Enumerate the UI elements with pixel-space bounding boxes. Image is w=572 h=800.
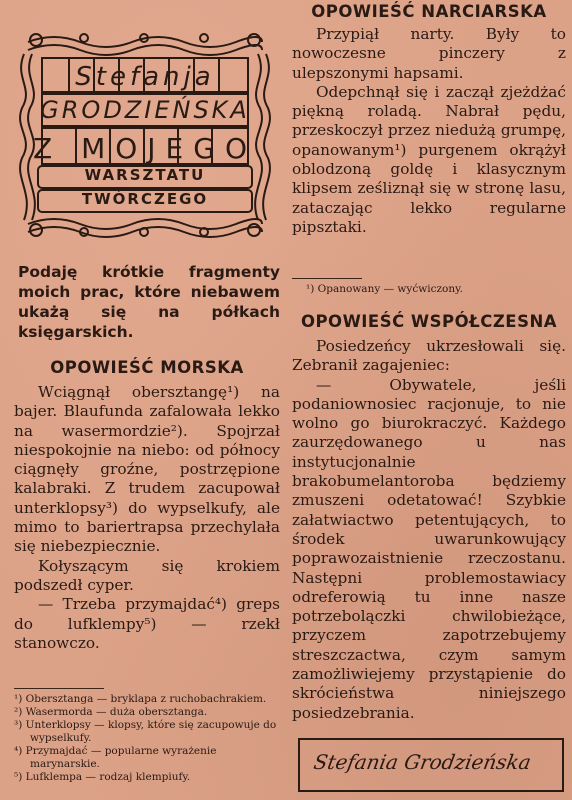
section-wspolczesna — [292, 312, 566, 723]
section-title: OPOWIEŚĆ MORSKA — [50, 358, 244, 377]
section-narciarska — [292, 2, 566, 237]
paragraph: Kołyszącym się krokiem podszedł cyper. — [14, 556, 280, 594]
paragraph: — Trzeba przymajdać⁴) greps do lufklempy⁵) — rzekł stanowczo. — [14, 595, 280, 652]
paragraph: Wciągnął obersztangę¹) na bajer. Blaufunda zafalowała lekko na wasermordzie²). Spojrzał niespokojnie na niebo: od północy ciągnęły groźne, postrzępione kalabraki. Z trudem zacupował unterklopsy³) do wypselkufy, ale mimo to bariertrapsa przechylała się niebezpiecznie. — [14, 383, 280, 556]
section-title: OPOWIEŚĆ NARCIARSKA — [311, 2, 547, 21]
footnote: ²) Wasermorda — duża obersztanga. — [14, 706, 208, 718]
morska-footnotes — [14, 688, 280, 784]
author-signature: Stefania Grodzieńska — [311, 750, 533, 774]
right-column — [292, 0, 566, 800]
paragraph: — Obywatele, jeśli podaniownosiec racjonuje, to nie wolno go biurokraczyć. Każdego zaurzędowanego u nas instytucjonalnie brakobumelantoroba będziemy zmuszeni odetatować! Szybkie załatwiactwo petentujących, to środek uwarunkowujący poprawozaistnienie rzeczostanu. Następni problemostawiacy odreferowią tu inne nasze potrzebolączki chwilobieżące, przyczem zapotrzebujemy streszczactwa, czym samym zamożliwiejemy przystąpienie do skróciеństwa niniejszego posiedzebrania. — [292, 375, 566, 722]
footnote: ³) Unterklopsy — klopsy, które się zacupowuje do wypselkufy. — [14, 719, 277, 744]
left-column — [6, 0, 282, 800]
header-from-my: Z MOJEGO — [33, 132, 257, 165]
header-creative: TWÓRCZEGO — [81, 190, 209, 208]
footnote: ⁴) Przymajdać — popularne wyrażenie marynarskie. — [14, 745, 217, 770]
section-body — [14, 383, 280, 653]
footnote-rule — [292, 278, 362, 279]
section-morska — [14, 358, 280, 653]
header-author-last: GRODZIEŃSKA — [40, 96, 250, 124]
footnote: ⁵) Lufklempa — rodzaj klempiufy. — [14, 771, 191, 783]
paragraph: Odepchnął się i zaczął zjeżdżać piękną roladą. Nabrał pędu, przeskoczył przez niedużą grumpę, opanowanym¹) purgenem okrążył oblodzoną goldę i klasycznym klipsem ześliznął się w stronę lasu, zataczając lekko regularne pipsztaki. — [292, 82, 566, 236]
header-author-first: Stefanja — [75, 62, 215, 92]
section-title: OPOWIEŚĆ WSPÓŁCZESNA — [300, 312, 558, 331]
intro-paragraph: Podaję krótkie fragmenty moich prac, które niebawem ukażą się na półkach księgarskich. — [18, 263, 280, 341]
footnote: ¹) Obersztanga — bryklapa z ruchobachrakiem. — [14, 693, 267, 705]
narciarska-footnote-block — [292, 278, 566, 296]
section-body — [292, 25, 566, 237]
footnote-rule — [14, 688, 104, 689]
section-body — [292, 337, 566, 723]
signature-box — [298, 738, 564, 792]
footnote: ¹) Opanowany — wyćwiczony. — [306, 283, 463, 295]
paragraph: Posiedzeńcy ukrzesłowali się. Zebranił zagajeniec: — [292, 337, 566, 375]
paragraph: Przypiął narty. Były to nowoczesne pinczery z ulepszonymi hapsami. — [292, 25, 566, 82]
header-workshop: WARSZTATU — [84, 166, 206, 184]
title-ornament — [14, 28, 276, 240]
